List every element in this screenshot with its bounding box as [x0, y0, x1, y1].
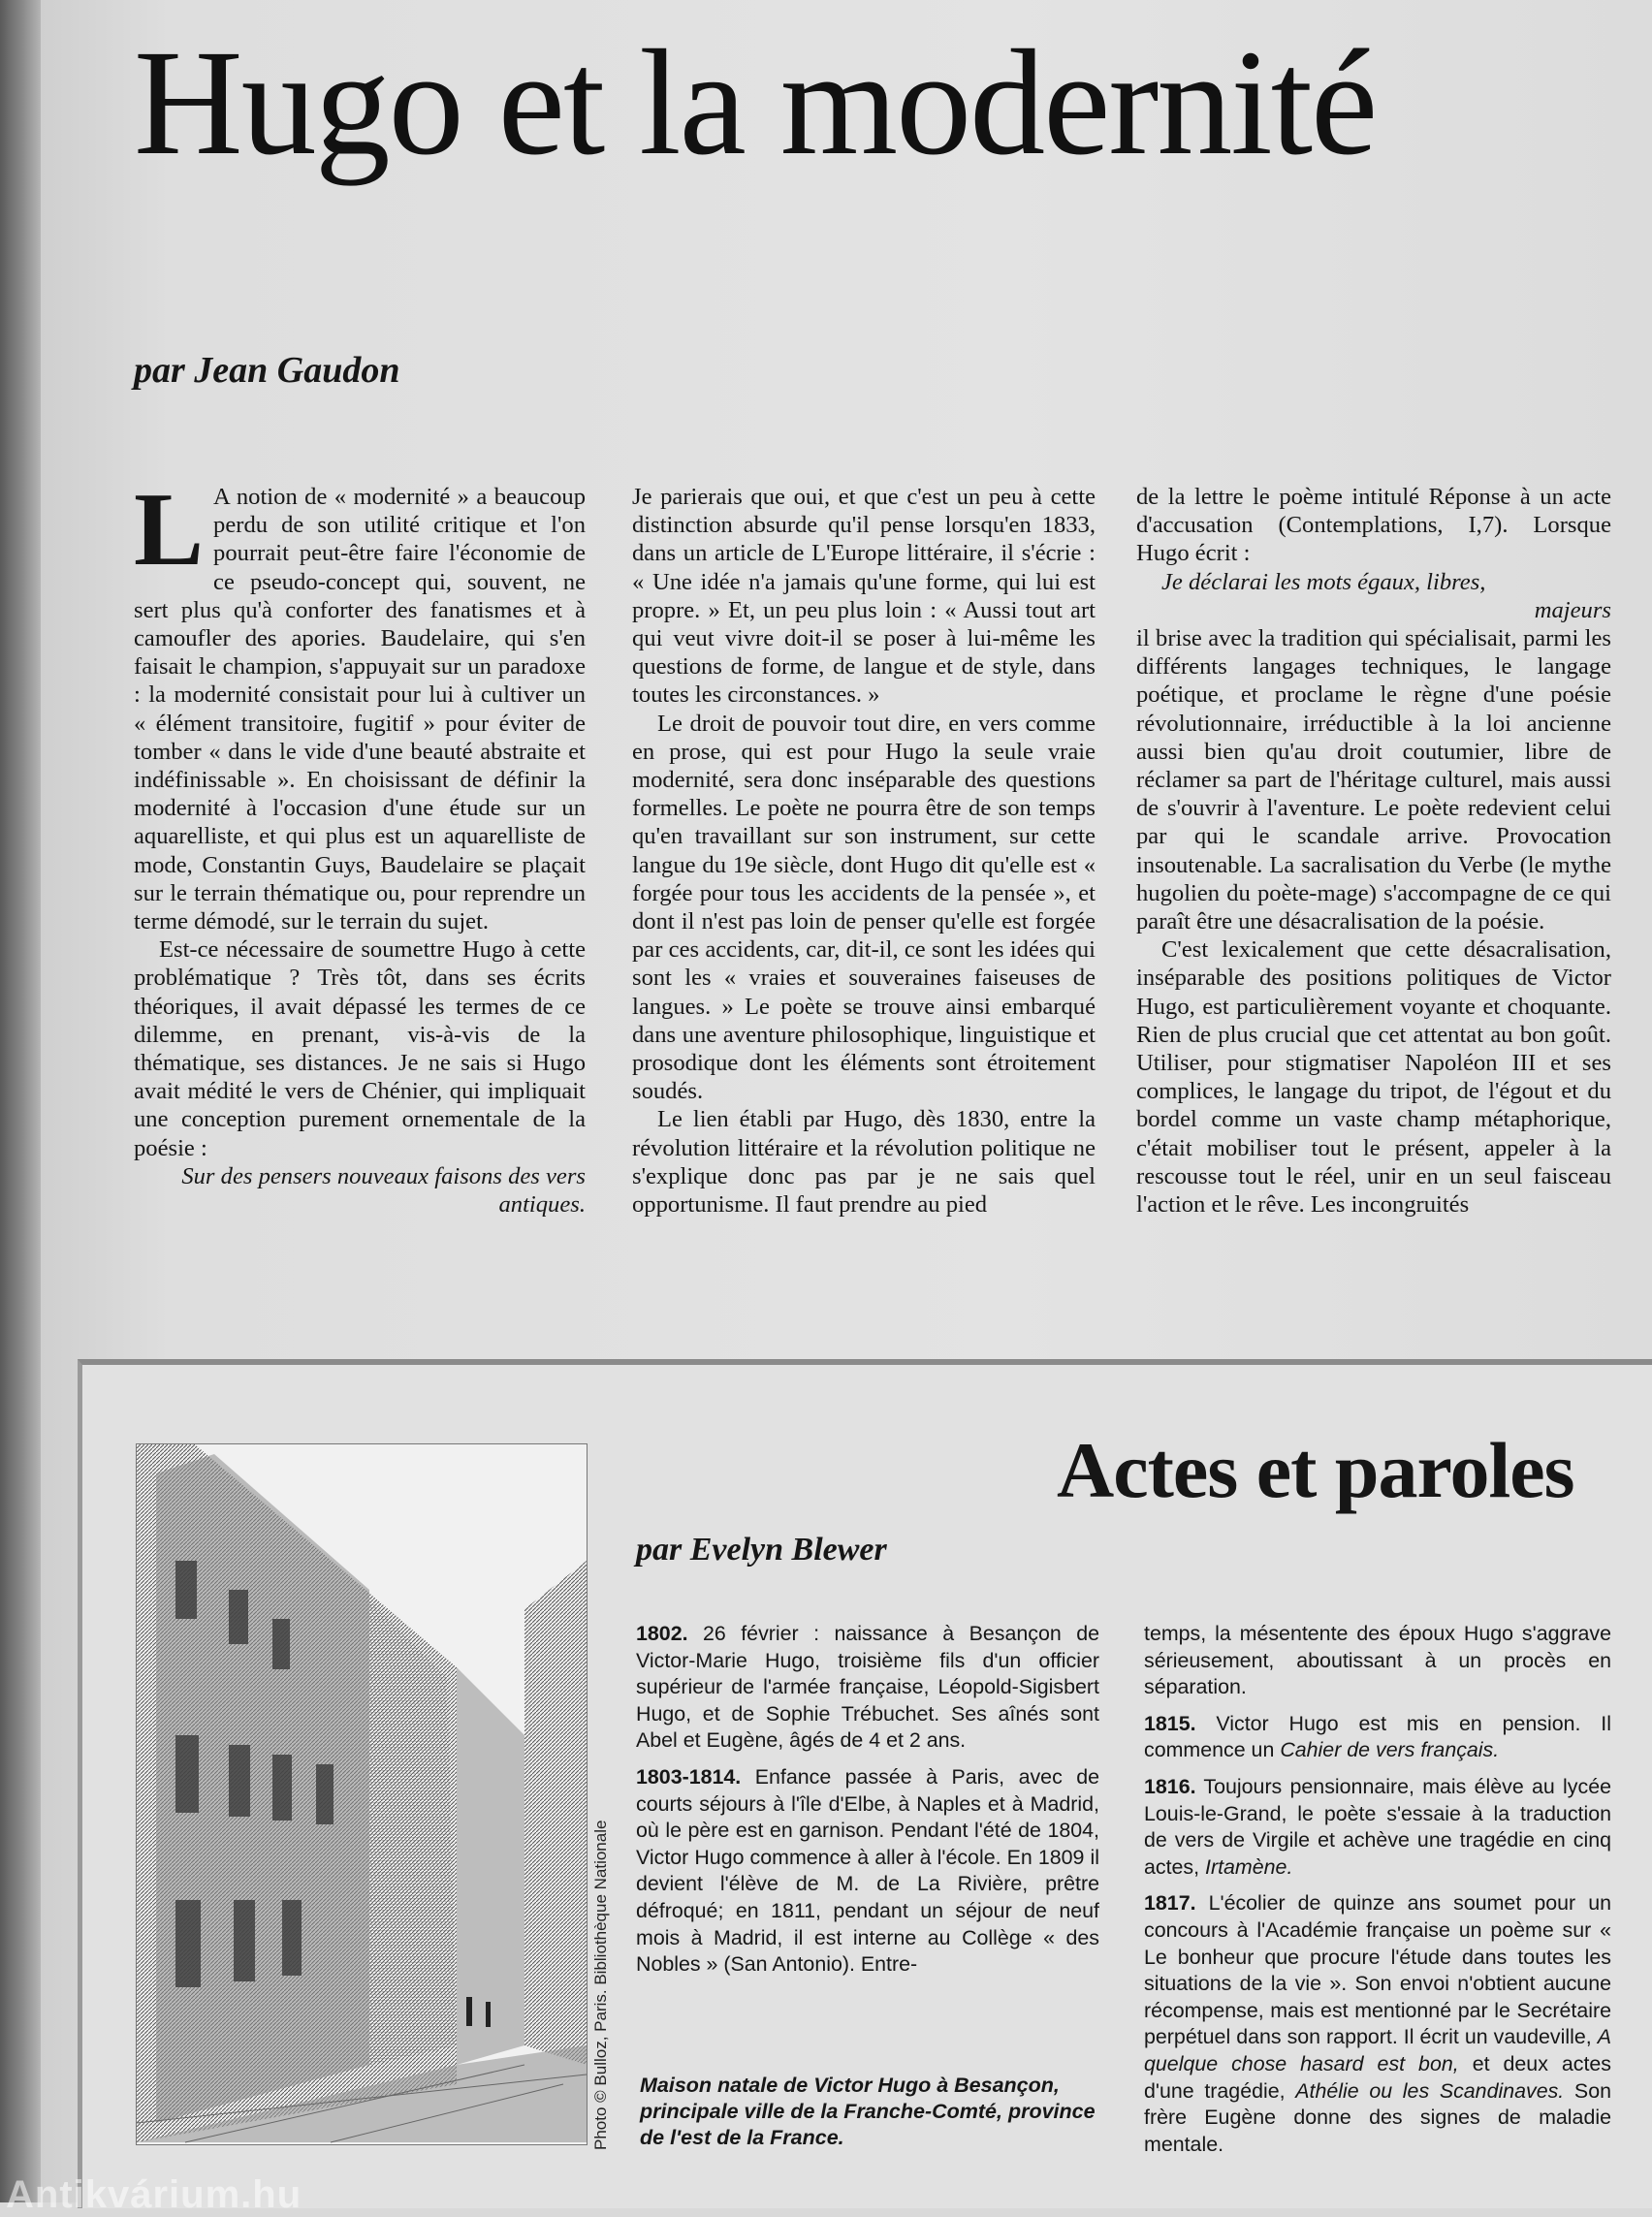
article-byline: par Jean Gaudon: [134, 350, 400, 391]
chronology-entry: 1816. Toujours pensionnaire, mais élève au lycée Louis-le-Grand, le poète s'essaie à la traduction de vers de Virgile et achève une tragédie en cinq actes, Irtamène.: [1144, 1774, 1611, 1879]
chronology-entry: 1802. 26 février : naissance à Besançon de Victor-Marie Hugo, troisième fils d'un officier supérieur de l'armée française, Léopold-Sigisbert Hugo, et de Sophie Trébuchet. Ses aînés sont Abel et Eugène, âgés de 4 et 2 ans.: [636, 1622, 1099, 1753]
article-column-2: [632, 483, 1096, 1219]
drop-cap: L: [134, 472, 205, 587]
book-spine-shadow: [0, 0, 41, 2202]
birthplace-engraving-image: [136, 1443, 588, 2145]
watermark-logo: Antikvárium.hu: [6, 2173, 302, 2216]
paragraph: C'est lexicalement que cette désacralisation, inséparable des positions politiques de Victor Hugo, est particulièrement voyante et choquante. Rien de plus crucial que cet attentat au bon goût. Utiliser, pour stigmatiser Napoléon III et ses complices, le langage du tripot, de l'égout et du bordel comme un vaste champ métaphorique, c'était mobiliser tout le présent, appeler à la rescousse tout le réel, unir en un seul faisceau l'action et le rêve. Les incongruités: [1136, 936, 1611, 1219]
paragraph: Je parierais que oui, et que c'est un peu à cette distinction absurde qu'il pense lorsqu'en 1833, dans un article de L'Europe littéraire, il s'écrie : « Une idée n'a jamais qu'une forme, qui lui est propre. » Et, un peu plus loin : « Aussi tout art qui veut vivre doit-il se poser à lui-même les questions de forme, de langue et de style, dans toutes les circonstances. »: [632, 484, 1096, 709]
hugo-verse-quote: Je déclarai les mots égaux, libres, majeurs: [1161, 568, 1611, 623]
photo-credit: Photo © Bulloz, Paris. Bibliothèque Nationale: [591, 1820, 610, 2150]
paragraph: de la lettre le poème intitulé Réponse à un acte d'accusation (Contemplations, I,7). Lorsque Hugo écrit :: [1136, 484, 1611, 567]
chronology-entry: 1803-1814. Enfance passée à Paris, avec de courts séjours à l'île d'Elbe, à Naples et à Madrid, où le père est en garnison. Pendant l'été de 1804, Victor Hugo commence à aller à l'école. En 1809 il devient l'élève de M. de La Rivière, prêtre défroqué; en 1811, pendant un séjour de neuf mois à Madrid, il est interne au Collège « des Nobles » (San Antonio). Entre-: [636, 1764, 1100, 1977]
article-title: Hugo et la modernité: [134, 18, 1377, 186]
paragraph: Est-ce nécessaire de soumettre Hugo à cette problématique ? Très tôt, dans ses écrits théoriques, il avait dépassé les termes de ce dilemme, en prenant, vis-à-vis de la thématique, ses distances. Je ne sais si Hugo avait médité le vers de Chénier, qui impliquait une conception purement ornementale de la poésie :: [134, 936, 586, 1161]
paragraph: L A notion de « modernité » a beaucoup perdu de son utilité critique et l'on pourrait peut-être faire l'économie de ce pseudo-concept qui, souvent, ne sert plus qu'à conforter des fanatismes et à camoufler des apories. Baudelaire, qui s'en faisait le champion, s'appuyait sur un paradoxe : la modernité consistait pour lui à cultiver un « élément transitoire, fugitif » pour éviter de tomber « dans le vide d'une beauté abstraite et indéfinissable ». En choisissant de définir la modernité à l'occasion d'une étude sur un aquarelliste, et qui plus est un aquarelliste de mode, Constantin Guys, Baudelaire se plaçait sur le terrain thématique ou, pour reprendre un terme démodé, sur le terrain du sujet.: [134, 472, 586, 935]
paragraph: il brise avec la tradition qui spécialisait, parmi les différents langages techniques, le langage poétique, et proclame le règne d'une poésie révolutionnaire, irréductible à la loi ancienne aussi bien qu'au droit coutumier, libre de réclamer sa part de l'héritage culturel, mais aussi de s'ouvrir à l'aventure. Le poète redevient celui par qui le scandale arrive. Provocation insoutenable. La sacralisation du Verbe (le mythe hugolien du poète-mage) s'accompagne de ce qui paraît être une désacralisation de la poésie.: [1136, 625, 1611, 935]
paragraph: Le droit de pouvoir tout dire, en vers comme en prose, qui est pour Hugo la seule vraie modernité, sera donc inséparable des questions formelles. Le poète ne pourra être de son temps qu'en travaillant sur son instrument, sur cette langue du 19e siècle, dont Hugo dit qu'elle est « forgée pour tous les accidents de la pensée », et dont il n'est pas loin de penser qu'elle est forgée par ces accidents, car, dit-il, ce sont les idées qui sont les « vraies et souveraines faiseuses de langues. » Le poète se trouve ainsi embarqué dans une aventure philosophique, linguistique et prosodique dont les éléments sont étroitement soudés.: [632, 710, 1096, 1105]
image-caption: Maison natale de Victor Hugo à Besançon, principale ville de la Franche-Comté, province de l'est de la France.: [640, 2074, 1096, 2149]
article-column-3: [1136, 483, 1611, 1219]
chronology-column-2: [1144, 1621, 1611, 2168]
sidebar-byline: par Evelyn Blewer: [636, 1532, 887, 1568]
chenier-verse-quote: Sur des pensers nouveaux faisons des vers antiques.: [181, 1162, 586, 1219]
chronology-column-1: [636, 1621, 1099, 1988]
chronology-entry: 1815. Victor Hugo est mis en pension. Il commence un Cahier de vers français.: [1144, 1711, 1611, 1762]
sidebar-title: Actes et paroles: [1057, 1426, 1574, 1514]
paragraph: Le lien établi par Hugo, dès 1830, entre la révolution littéraire et la révolution politique ne s'explique donc pas par je ne sais quel opportunisme. Il faut prendre au pied: [632, 1106, 1096, 1219]
article-column-1: [134, 472, 586, 1219]
chronology-entry-continued: temps, la mésentente des époux Hugo s'aggrave sérieusement, aboutissant à un procès en séparation.: [1144, 1622, 1611, 1699]
chronology-entry: 1817. L'écolier de quinze ans soumet pour un concours à l'Académie française un poème sur « Le bonheur que procure l'étude dans toutes les situations de la vie ». Son envoi n'obtient aucune récompense, mais est mentionné par le Secrétaire perpétuel dans son rapport. Il écrit un vaudeville, A quelque chose hasard est bon, et deux actes d'une tragédie, Athélie ou les Scandinaves. Son frère Eugène donne des signes de maladie mentale.: [1144, 1891, 1611, 2156]
street-engraving-illustration: [137, 1444, 587, 2144]
